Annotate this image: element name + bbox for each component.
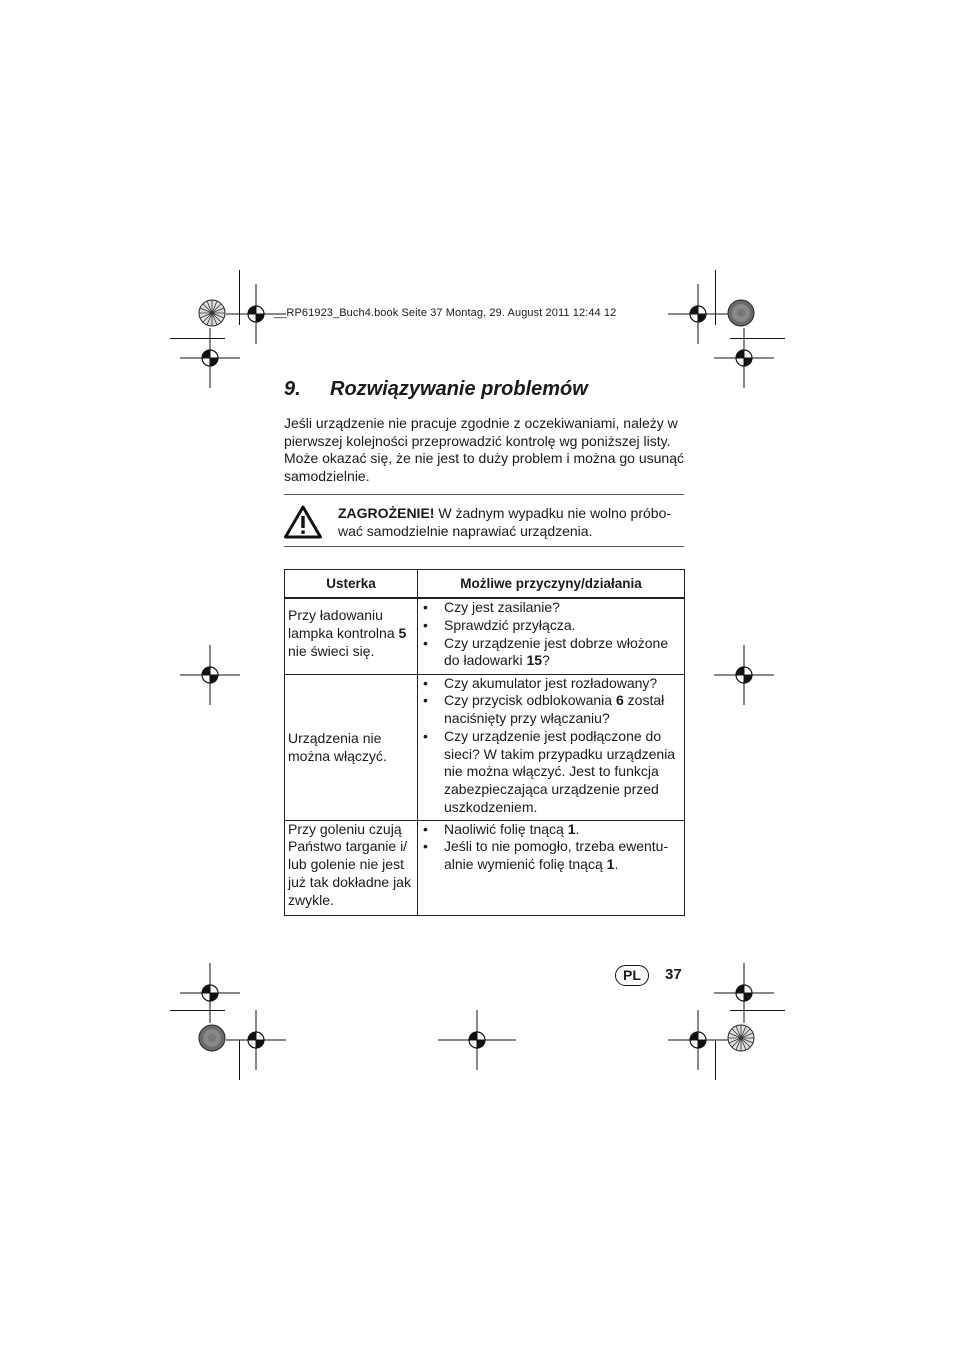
fault-text: już tak dokładne jak — [288, 873, 411, 890]
cause-text: Czy urządzenie jest podłączone do — [444, 727, 662, 744]
intro-line: Jeśli urządzenie nie pracuje zgodnie z oczekiwaniami, należy w — [284, 415, 678, 431]
causes-cell — [418, 674, 685, 820]
section-number: 9. — [284, 378, 301, 400]
bullet: • — [423, 616, 428, 633]
table-row — [285, 820, 685, 916]
list-item — [418, 838, 684, 874]
causes-cell — [418, 598, 685, 674]
part-number: 15 — [526, 652, 543, 669]
cause-text: Czy urządzenie jest dobrze włożone — [444, 634, 669, 651]
registration-mark-icon — [180, 645, 240, 705]
grey-patch-icon — [198, 1024, 226, 1052]
fault-cell — [285, 820, 418, 916]
causes-list — [418, 821, 684, 874]
cause-text: zabezpieczająca urządzenie przed — [444, 781, 659, 798]
list-item — [418, 617, 684, 635]
fault-text: lampka kontrolna — [288, 624, 399, 641]
column-header-causes: Możliwe przyczyny/działania — [418, 570, 685, 599]
bullet: • — [423, 599, 428, 615]
warning-line: wać samodzielnie naprawiać urządzenia. — [338, 523, 593, 539]
cause-text: do ładowarki — [444, 652, 527, 669]
bullet: • — [423, 838, 428, 855]
list-item — [418, 599, 684, 617]
warning-label: ZAGROŻENIE! — [338, 505, 435, 521]
cause-text: naciśnięty przy włączaniu? — [444, 710, 610, 727]
registration-mark-icon — [180, 328, 240, 388]
intro-line: Może okazać się, że nie jest to duży problem i można go usunąć — [284, 450, 684, 466]
cause-text: został — [623, 692, 665, 709]
fault-text: lub golenie nie jest — [288, 856, 404, 873]
fault-cell — [285, 674, 418, 820]
cause-text: Sprawdzić przyłącza. — [444, 616, 576, 633]
fault-text: Urządzenia nie — [288, 730, 382, 747]
fault-text: Przy goleniu czują — [288, 820, 402, 837]
grey-patch-icon — [727, 299, 755, 327]
section-title — [284, 378, 588, 401]
warning-triangle-icon — [284, 505, 322, 539]
fault-text: nie świeci się. — [288, 642, 375, 659]
intro-line: pierwszej kolejności przeprowadzić kontrolę wg poniższej listy. — [284, 432, 671, 449]
starburst-mark-icon — [727, 1024, 755, 1052]
cause-text: . — [575, 820, 580, 837]
fault-text: można włączyć. — [288, 748, 387, 764]
cause-text: sieci? W takim przypadku urządzenia — [444, 745, 676, 762]
fault-text: Przy ładowaniu — [288, 607, 383, 623]
causes-list — [418, 599, 684, 670]
cause-text: ? — [542, 652, 550, 669]
bullet: • — [423, 634, 428, 651]
bullet: • — [423, 674, 428, 691]
list-item — [418, 821, 684, 839]
cause-text: Czy przycisk odblokowania — [444, 692, 616, 709]
part-number: 1 — [606, 856, 615, 873]
registration-mark-icon — [714, 645, 774, 705]
bullet: • — [423, 692, 428, 709]
fault-text: Państwo targanie i/ — [288, 838, 408, 855]
language-badge: PL — [615, 965, 649, 986]
cause-text: alnie wymienić folię tnącą — [444, 856, 607, 873]
table-header-row — [285, 570, 685, 599]
registration-mark-icon — [226, 1010, 286, 1070]
causes-cell — [418, 820, 685, 916]
cause-text: . — [614, 856, 619, 873]
cause-text: nie można włączyć. Jest to funkcja — [444, 763, 659, 780]
table-row — [285, 598, 685, 674]
list-item — [418, 728, 684, 817]
registration-mark-icon — [668, 1010, 728, 1070]
troubleshooting-table — [284, 569, 685, 916]
column-header-fault: Usterka — [285, 570, 418, 599]
part-number: 6 — [615, 692, 624, 709]
starburst-mark-icon — [198, 299, 226, 327]
intro-line: samodzielnie. — [284, 467, 370, 484]
part-number: 5 — [398, 624, 407, 641]
fault-text: zwykle. — [288, 891, 334, 908]
cause-text: Jeśli to nie pomogło, trzeba ewentu- — [444, 838, 669, 855]
list-item — [418, 675, 684, 693]
list-item — [418, 635, 684, 671]
fault-cell — [285, 598, 418, 674]
cause-text: Czy akumulator jest rozładowany? — [444, 674, 658, 691]
page-number: 37 — [665, 966, 682, 983]
warning-box — [284, 494, 684, 547]
warning-line: W żadnym wypadku nie wolno próbo- — [434, 505, 672, 521]
cause-text: Naoliwić folię tnącą — [444, 820, 568, 837]
warning-text — [338, 504, 684, 540]
registration-mark-icon — [438, 1010, 516, 1070]
crop-header-info: __RP61923_Buch4.book Seite 37 Montag, 29. August 2011 12:44 12 — [274, 307, 617, 319]
section-title-text: Rozwiązywanie problemów — [330, 378, 588, 400]
bullet: • — [423, 727, 428, 744]
table-row — [285, 674, 685, 820]
cause-text: Czy jest zasilanie? — [444, 599, 560, 615]
intro-paragraph — [284, 415, 684, 485]
causes-list — [418, 675, 684, 817]
cause-text: uszkodzeniem. — [444, 799, 538, 816]
registration-mark-icon — [714, 328, 774, 388]
list-item — [418, 692, 684, 728]
bullet: • — [423, 820, 428, 837]
part-number: 1 — [567, 820, 576, 837]
